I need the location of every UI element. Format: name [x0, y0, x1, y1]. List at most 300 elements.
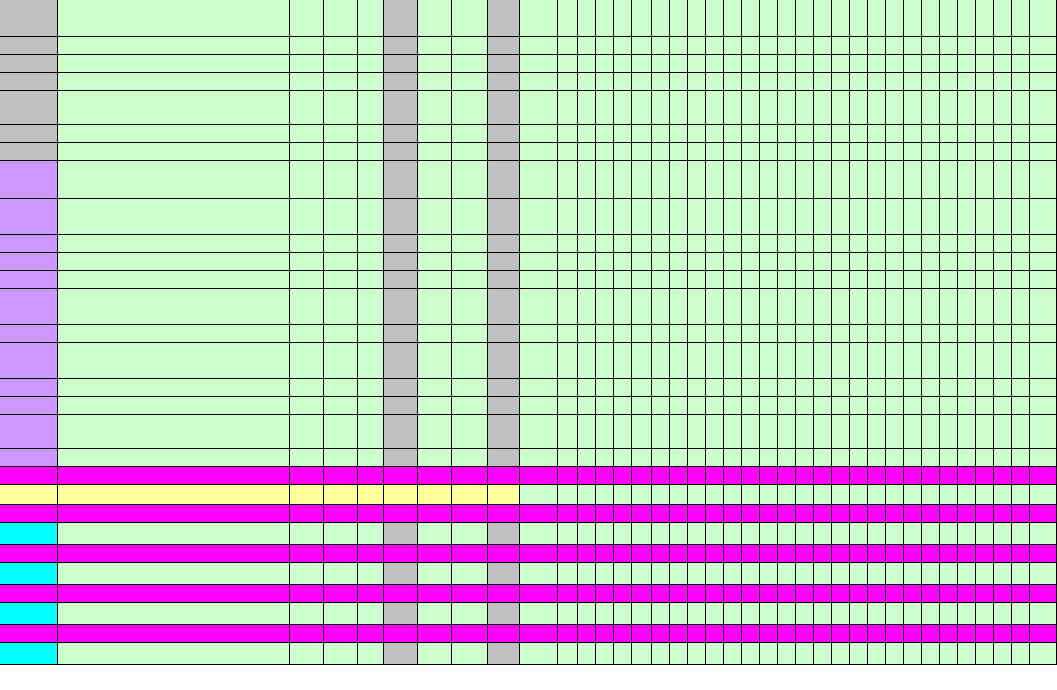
grid-cell	[958, 563, 976, 585]
grid-cell	[706, 271, 724, 289]
grid-cell	[976, 485, 994, 505]
grid-cell	[778, 485, 796, 505]
grid-cell	[596, 585, 614, 603]
grid-cell	[868, 37, 886, 55]
grid-cell	[922, 55, 940, 73]
grid-cell	[832, 379, 850, 397]
grid-cell	[742, 37, 760, 55]
grid-cell	[558, 37, 578, 55]
grid-cell	[958, 199, 976, 235]
grid-cell	[688, 343, 706, 379]
grid-cell	[358, 37, 384, 55]
grid-cell	[904, 199, 922, 235]
grid-cell	[384, 449, 418, 467]
grid-cell	[1030, 91, 1057, 125]
grid-cell	[994, 415, 1012, 449]
grid-cell	[904, 467, 922, 485]
grid-cell	[324, 585, 358, 603]
grid-cell	[976, 73, 994, 91]
grid-cell	[652, 199, 670, 235]
grid-cell	[670, 325, 688, 343]
grid-cell	[58, 235, 290, 253]
grid-cell	[850, 343, 868, 379]
grid-cell	[452, 585, 488, 603]
grid-cell	[652, 0, 670, 37]
grid-cell	[688, 125, 706, 143]
grid-cell	[670, 289, 688, 325]
grid-cell	[324, 289, 358, 325]
grid-cell	[520, 73, 558, 91]
grid-cell	[488, 125, 520, 143]
grid-cell	[778, 325, 796, 343]
grid-cell	[290, 235, 324, 253]
grid-cell	[796, 643, 814, 665]
grid-cell	[724, 625, 742, 643]
grid-cell	[742, 161, 760, 199]
grid-cell	[1030, 397, 1057, 415]
grid-cell	[488, 253, 520, 271]
grid-cell	[796, 37, 814, 55]
grid-cell	[596, 253, 614, 271]
grid-cell	[0, 485, 58, 505]
grid-cell	[290, 397, 324, 415]
grid-cell	[940, 523, 958, 545]
grid-cell	[742, 199, 760, 235]
grid-cell	[652, 73, 670, 91]
grid-cell	[520, 125, 558, 143]
grid-cell	[958, 643, 976, 665]
grid-cell	[652, 379, 670, 397]
grid-cell	[614, 397, 632, 415]
grid-cell	[724, 253, 742, 271]
grid-cell	[976, 325, 994, 343]
grid-cell	[850, 467, 868, 485]
grid-cell	[778, 415, 796, 449]
grid-cell	[850, 585, 868, 603]
grid-cell	[976, 253, 994, 271]
grid-cell	[58, 397, 290, 415]
grid-cell	[832, 343, 850, 379]
grid-cell	[1012, 143, 1030, 161]
grid-cell	[290, 253, 324, 271]
grid-cell	[632, 449, 652, 467]
grid-cell	[868, 253, 886, 271]
grid-cell	[578, 625, 596, 643]
grid-cell	[706, 91, 724, 125]
grid-cell	[358, 73, 384, 91]
grid-cell	[58, 563, 290, 585]
grid-cell	[558, 235, 578, 253]
grid-cell	[324, 0, 358, 37]
grid-cell	[0, 643, 58, 665]
grid-cell	[1030, 625, 1057, 643]
grid-cell	[1030, 467, 1057, 485]
grid-cell	[418, 397, 452, 415]
grid-cell	[614, 289, 632, 325]
grid-cell	[384, 397, 418, 415]
grid-cell	[706, 55, 724, 73]
grid-cell	[976, 55, 994, 73]
grid-cell	[742, 563, 760, 585]
grid-cell	[958, 379, 976, 397]
grid-cell	[384, 563, 418, 585]
grid-cell	[760, 343, 778, 379]
grid-cell	[578, 235, 596, 253]
grid-cell	[886, 325, 904, 343]
grid-cell	[922, 271, 940, 289]
grid-cell	[904, 37, 922, 55]
grid-cell	[1012, 523, 1030, 545]
grid-cell	[1012, 125, 1030, 143]
grid-cell	[760, 449, 778, 467]
grid-cell	[976, 91, 994, 125]
grid-cell	[358, 449, 384, 467]
grid-cell	[958, 0, 976, 37]
grid-cell	[418, 199, 452, 235]
grid-cell	[724, 0, 742, 37]
grid-cell	[868, 397, 886, 415]
grid-cell	[760, 523, 778, 545]
grid-cell	[558, 91, 578, 125]
grid-cell	[488, 55, 520, 73]
grid-cell	[488, 397, 520, 415]
grid-cell	[0, 625, 58, 643]
grid-cell	[706, 0, 724, 37]
grid-cell	[358, 643, 384, 665]
grid-cell	[796, 271, 814, 289]
grid-cell	[778, 523, 796, 545]
grid-cell	[614, 625, 632, 643]
grid-cell	[814, 91, 832, 125]
grid-cell	[652, 125, 670, 143]
grid-cell	[488, 325, 520, 343]
grid-cell	[520, 91, 558, 125]
grid-cell	[520, 643, 558, 665]
grid-cell	[724, 289, 742, 325]
grid-cell	[814, 397, 832, 415]
grid-cell	[832, 55, 850, 73]
grid-cell	[976, 289, 994, 325]
grid-cell	[58, 523, 290, 545]
grid-cell	[706, 325, 724, 343]
grid-cell	[760, 563, 778, 585]
grid-cell	[796, 545, 814, 563]
grid-cell	[814, 289, 832, 325]
grid-cell	[358, 563, 384, 585]
grid-cell	[958, 55, 976, 73]
grid-cell	[706, 73, 724, 91]
grid-cell	[488, 271, 520, 289]
grid-cell	[796, 325, 814, 343]
grid-cell	[868, 585, 886, 603]
grid-cell	[358, 545, 384, 563]
grid-cell	[1030, 161, 1057, 199]
grid-cell	[994, 235, 1012, 253]
grid-cell	[324, 55, 358, 73]
grid-cell	[452, 125, 488, 143]
grid-cell	[290, 379, 324, 397]
grid-cell	[940, 289, 958, 325]
grid-cell	[290, 449, 324, 467]
grid-cell	[868, 325, 886, 343]
grid-cell	[384, 91, 418, 125]
grid-cell	[706, 143, 724, 161]
grid-cell	[578, 91, 596, 125]
grid-cell	[632, 37, 652, 55]
grid-cell	[940, 643, 958, 665]
grid-cell	[724, 235, 742, 253]
grid-cell	[324, 199, 358, 235]
grid-cell	[0, 55, 58, 73]
grid-cell	[418, 125, 452, 143]
grid-cell	[1030, 55, 1057, 73]
grid-cell	[724, 199, 742, 235]
grid-cell	[814, 325, 832, 343]
grid-cell	[324, 143, 358, 161]
grid-cell	[1012, 199, 1030, 235]
grid-cell	[976, 235, 994, 253]
grid-cell	[688, 91, 706, 125]
grid-cell	[452, 55, 488, 73]
grid-cell	[778, 161, 796, 199]
grid-cell	[290, 125, 324, 143]
grid-cell	[1012, 485, 1030, 505]
grid-cell	[488, 379, 520, 397]
grid-cell	[614, 343, 632, 379]
grid-cell	[0, 289, 58, 325]
grid-cell	[706, 199, 724, 235]
grid-cell	[520, 199, 558, 235]
grid-cell	[578, 563, 596, 585]
grid-cell	[418, 449, 452, 467]
grid-cell	[596, 161, 614, 199]
grid-cell	[558, 467, 578, 485]
grid-cell	[558, 379, 578, 397]
grid-cell	[940, 0, 958, 37]
grid-cell	[814, 485, 832, 505]
grid-cell	[58, 585, 290, 603]
grid-cell	[868, 643, 886, 665]
grid-cell	[688, 485, 706, 505]
grid-cell	[976, 161, 994, 199]
grid-cell	[488, 625, 520, 643]
grid-cell	[868, 485, 886, 505]
grid-cell	[1012, 545, 1030, 563]
grid-cell	[796, 161, 814, 199]
grid-cell	[596, 289, 614, 325]
grid-cell	[850, 505, 868, 523]
grid-cell	[358, 415, 384, 449]
grid-cell	[578, 199, 596, 235]
grid-cell	[596, 523, 614, 545]
grid-cell	[670, 73, 688, 91]
grid-cell	[0, 449, 58, 467]
grid-cell	[358, 235, 384, 253]
grid-cell	[670, 545, 688, 563]
grid-cell	[384, 343, 418, 379]
grid-cell	[760, 643, 778, 665]
grid-cell	[796, 199, 814, 235]
grid-cell	[850, 253, 868, 271]
grid-cell	[976, 449, 994, 467]
grid-cell	[520, 235, 558, 253]
grid-cell	[614, 415, 632, 449]
grid-cell	[520, 161, 558, 199]
grid-cell	[796, 415, 814, 449]
grid-cell	[778, 449, 796, 467]
grid-cell	[994, 37, 1012, 55]
grid-cell	[940, 625, 958, 643]
grid-cell	[614, 73, 632, 91]
grid-cell	[724, 55, 742, 73]
grid-cell	[796, 625, 814, 643]
grid-cell	[358, 125, 384, 143]
grid-cell	[1012, 325, 1030, 343]
grid-cell	[688, 467, 706, 485]
grid-cell	[384, 523, 418, 545]
grid-cell	[488, 143, 520, 161]
grid-cell	[832, 585, 850, 603]
grid-cell	[850, 0, 868, 37]
grid-cell	[632, 325, 652, 343]
grid-cell	[904, 91, 922, 125]
grid-cell	[290, 467, 324, 485]
grid-cell	[452, 235, 488, 253]
grid-cell	[976, 643, 994, 665]
grid-cell	[488, 603, 520, 625]
grid-cell	[868, 0, 886, 37]
grid-cell	[1030, 125, 1057, 143]
grid-cell	[904, 563, 922, 585]
grid-cell	[614, 449, 632, 467]
grid-cell	[976, 563, 994, 585]
grid-cell	[706, 37, 724, 55]
grid-cell	[778, 643, 796, 665]
grid-cell	[976, 603, 994, 625]
grid-cell	[324, 505, 358, 523]
grid-cell	[488, 91, 520, 125]
grid-cell	[488, 485, 520, 505]
grid-cell	[778, 0, 796, 37]
grid-cell	[994, 91, 1012, 125]
grid-cell	[1012, 467, 1030, 485]
grid-cell	[742, 415, 760, 449]
grid-cell	[652, 235, 670, 253]
grid-cell	[384, 585, 418, 603]
grid-cell	[958, 485, 976, 505]
grid-cell	[558, 73, 578, 91]
grid-cell	[384, 545, 418, 563]
grid-cell	[994, 585, 1012, 603]
grid-cell	[778, 37, 796, 55]
grid-cell	[358, 467, 384, 485]
grid-cell	[886, 37, 904, 55]
grid-cell	[778, 505, 796, 523]
grid-cell	[958, 325, 976, 343]
grid-cell	[58, 545, 290, 563]
grid-cell	[452, 415, 488, 449]
grid-cell	[670, 55, 688, 73]
grid-cell	[324, 415, 358, 449]
grid-cell	[778, 55, 796, 73]
grid-cell	[994, 343, 1012, 379]
grid-cell	[922, 343, 940, 379]
grid-cell	[778, 467, 796, 485]
grid-cell	[324, 643, 358, 665]
grid-cell	[596, 37, 614, 55]
grid-cell	[850, 289, 868, 325]
grid-cell	[706, 449, 724, 467]
grid-cell	[760, 37, 778, 55]
grid-cell	[520, 625, 558, 643]
grid-cell	[886, 161, 904, 199]
grid-cell	[688, 563, 706, 585]
grid-cell	[886, 379, 904, 397]
grid-cell	[1012, 161, 1030, 199]
grid-cell	[578, 643, 596, 665]
grid-cell	[558, 343, 578, 379]
grid-cell	[814, 73, 832, 91]
grid-cell	[868, 545, 886, 563]
grid-cell	[778, 253, 796, 271]
grid-cell	[290, 485, 324, 505]
grid-cell	[850, 125, 868, 143]
grid-cell	[724, 545, 742, 563]
grid-cell	[558, 563, 578, 585]
grid-cell	[688, 199, 706, 235]
grid-cell	[1030, 563, 1057, 585]
grid-cell	[922, 235, 940, 253]
grid-cell	[940, 235, 958, 253]
grid-cell	[578, 289, 596, 325]
grid-cell	[742, 485, 760, 505]
grid-cell	[632, 415, 652, 449]
grid-cell	[778, 585, 796, 603]
grid-cell	[1030, 343, 1057, 379]
grid-cell	[578, 585, 596, 603]
grid-cell	[688, 73, 706, 91]
grid-cell	[0, 125, 58, 143]
grid-cell	[58, 271, 290, 289]
grid-cell	[578, 253, 596, 271]
grid-cell	[578, 505, 596, 523]
grid-cell	[832, 271, 850, 289]
grid-cell	[384, 37, 418, 55]
grid-cell	[778, 379, 796, 397]
grid-cell	[688, 449, 706, 467]
grid-cell	[958, 161, 976, 199]
grid-cell	[0, 467, 58, 485]
grid-cell	[652, 397, 670, 415]
grid-cell	[814, 125, 832, 143]
grid-cell	[0, 37, 58, 55]
grid-cell	[520, 485, 558, 505]
grid-cell	[0, 563, 58, 585]
grid-cell	[832, 91, 850, 125]
grid-cell	[578, 485, 596, 505]
grid-cell	[922, 415, 940, 449]
grid-cell	[652, 253, 670, 271]
grid-cell	[488, 415, 520, 449]
grid-cell	[760, 325, 778, 343]
grid-cell	[760, 505, 778, 523]
grid-cell	[358, 271, 384, 289]
grid-cell	[724, 161, 742, 199]
grid-cell	[796, 397, 814, 415]
grid-cell	[578, 523, 596, 545]
grid-cell	[558, 523, 578, 545]
grid-cell	[940, 415, 958, 449]
